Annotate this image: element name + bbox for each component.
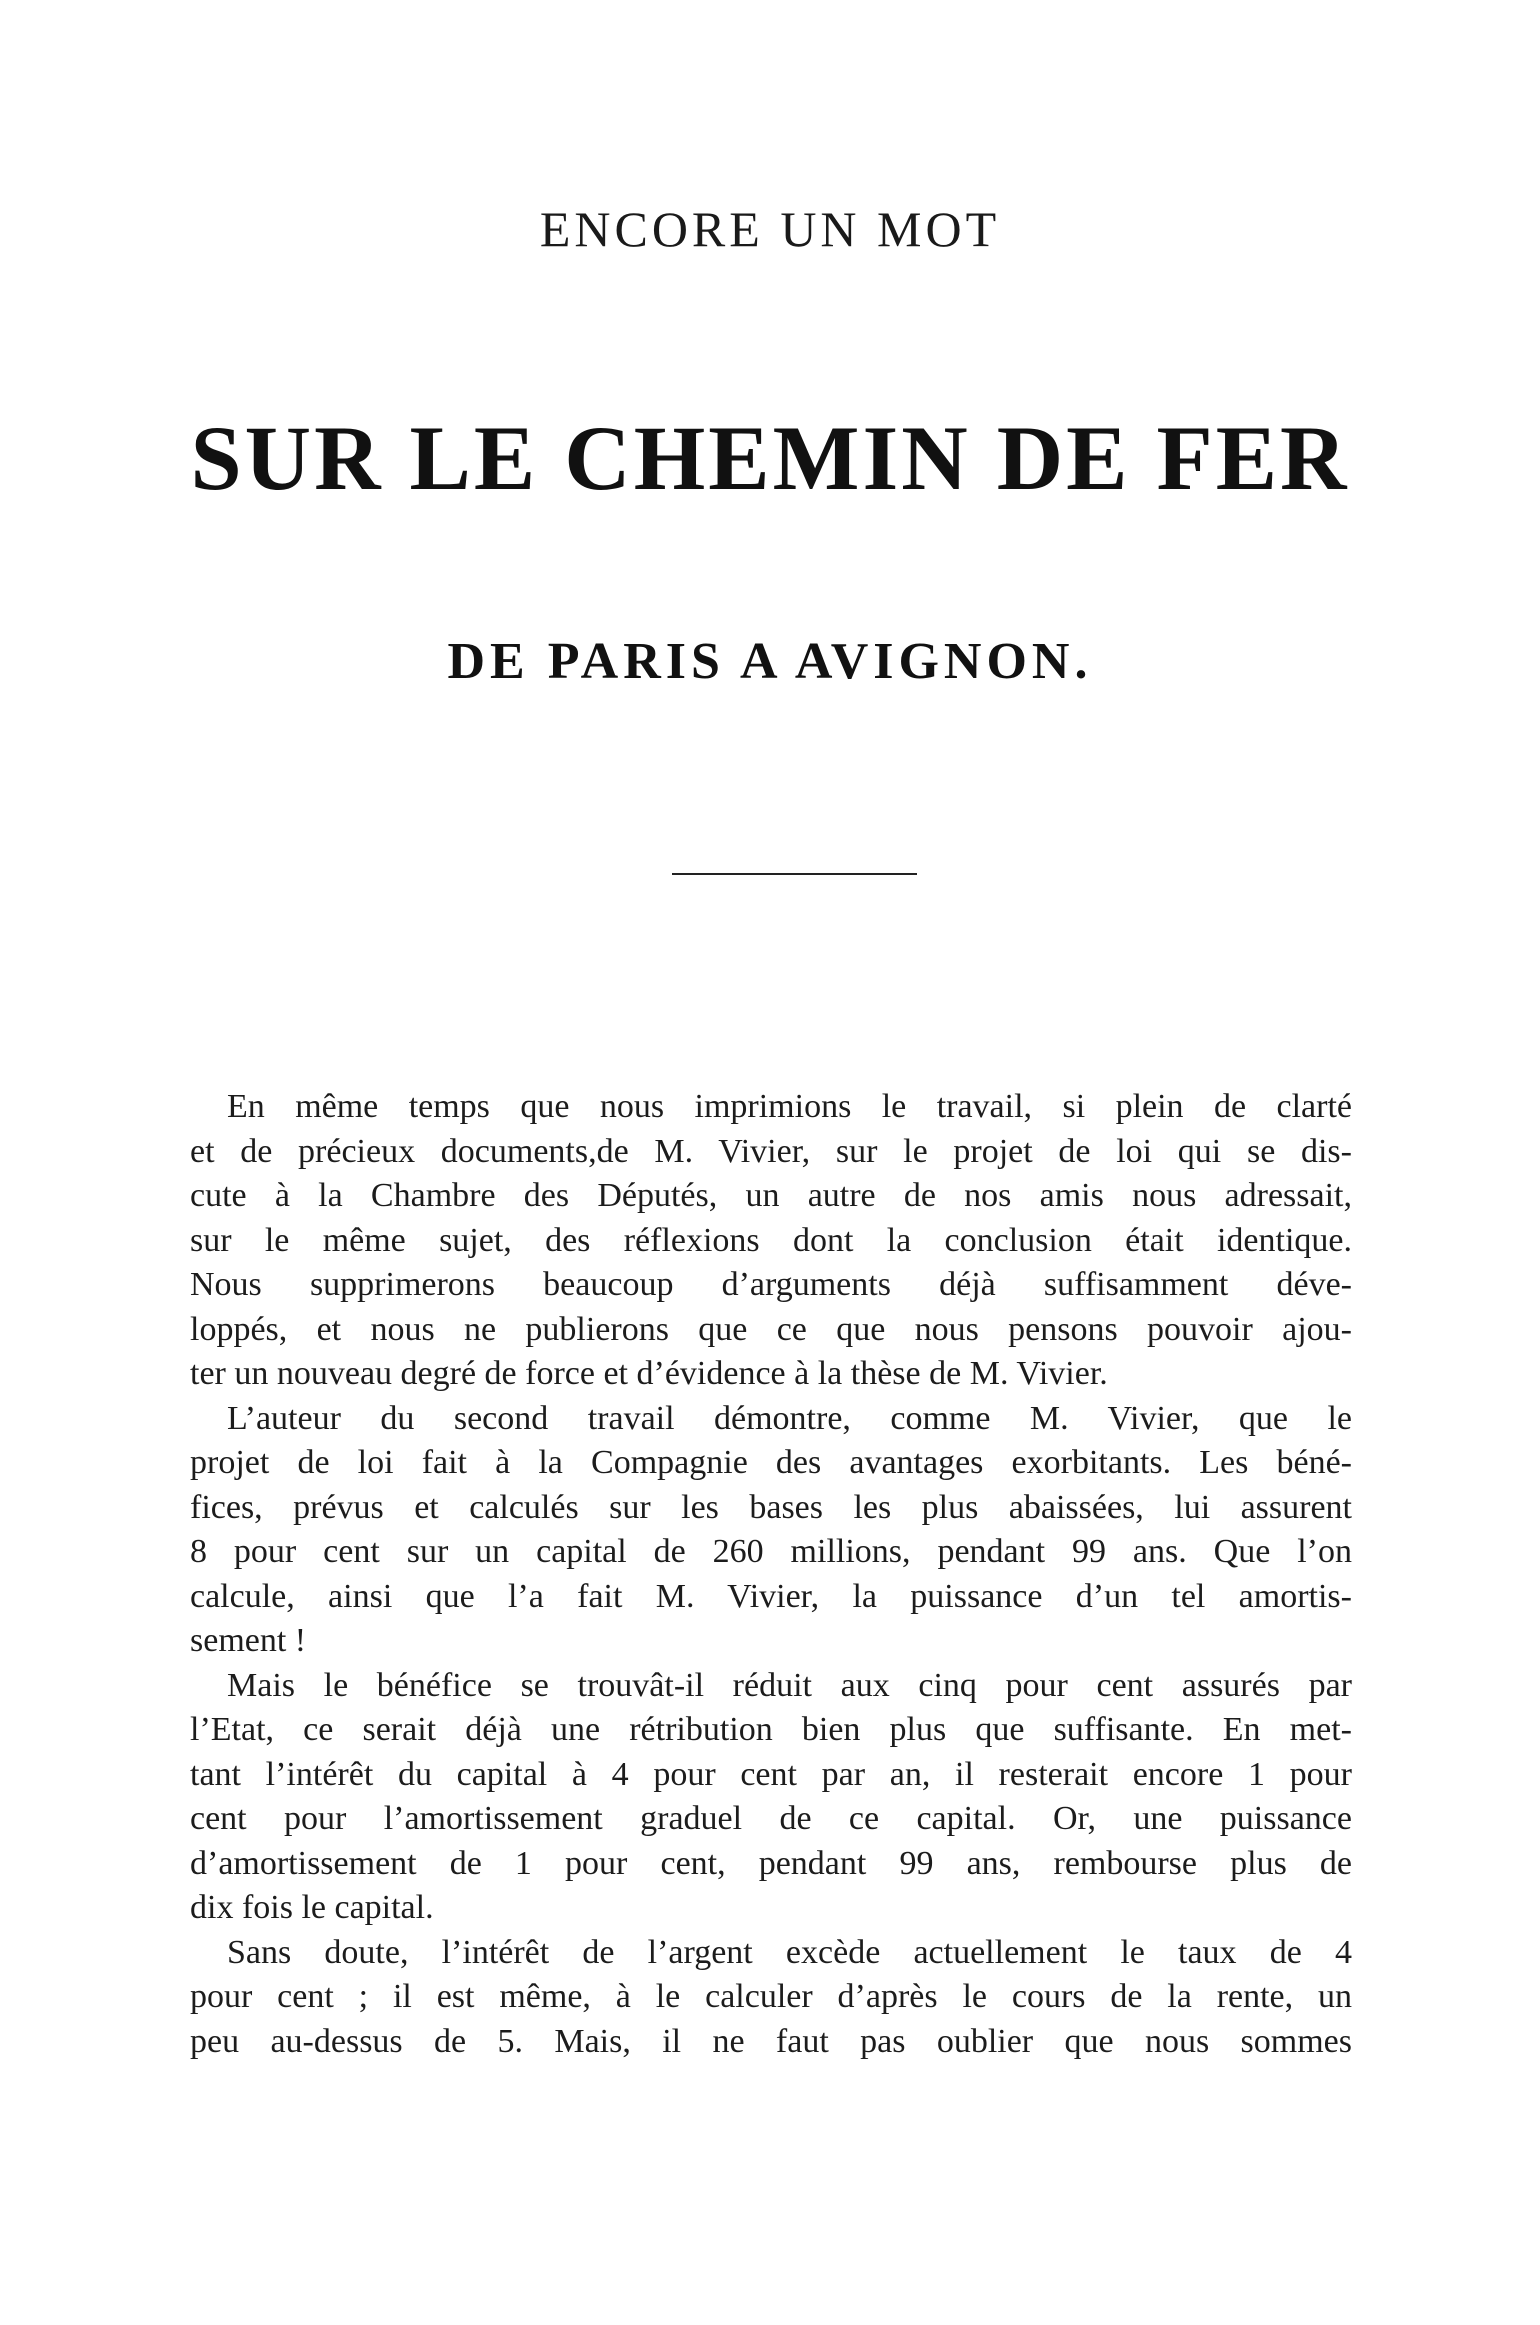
main-title: SUR LE CHEMIN DE FER xyxy=(190,407,1350,509)
text-line: En même temps que nous imprimions le travail, si plein de clarté xyxy=(227,1088,1352,1125)
text-line: Sans doute, l’intérêt de l’argent excède actuellement le taux de 4 xyxy=(227,1933,1352,1971)
text-line: Mais le bénéfice se trouvât-il réduit aux cinq pour cent assurés par xyxy=(227,1666,1352,1704)
text-line: fices, prévus et calculés sur les bases les plus abaissées, lui assurent xyxy=(190,1488,1352,1526)
text-line: et de précieux documents,de M. Vivier, sur le projet de loi qui se dis- xyxy=(190,1132,1352,1170)
text-line: dix fois le capital. xyxy=(190,1889,434,1926)
text-line: l’Etat, ce serait déjà une rétribution bien plus que suffisante. En met- xyxy=(190,1711,1352,1748)
text-line: ter un nouveau degré de force et d’évidence à la thèse de M. Vivier. xyxy=(190,1355,1108,1392)
text-line: 8 pour cent sur un capital de 260 millions, pendant 99 ans. Que l’on xyxy=(190,1533,1352,1570)
text-line: projet de loi fait à la Compagnie des avantages exorbitants. Les béné- xyxy=(190,1444,1352,1481)
text-line: calcule, ainsi que l’a fait M. Vivier, la puissance d’un tel amortis- xyxy=(190,1577,1352,1615)
text-line: cent pour l’amortissement graduel de ce capital. Or, une puissance xyxy=(190,1800,1352,1837)
text-line: cute à la Chambre des Députés, un autre de nos amis nous adressait, xyxy=(190,1177,1352,1214)
title-rule xyxy=(672,873,917,875)
subtitle: DE PARIS A AVIGNON. xyxy=(447,633,1093,690)
text-line: peu au-dessus de 5. Mais, il ne faut pas oublier que nous sommes xyxy=(190,2022,1352,2060)
text-line: L’auteur du second travail démontre, comme M. Vivier, que le xyxy=(227,1399,1352,1437)
text-line: tant l’intérêt du capital à 4 pour cent par an, il resterait encore 1 pour xyxy=(190,1755,1352,1793)
text-line: Nous supprimerons beaucoup d’arguments déjà suffisamment déve- xyxy=(190,1266,1352,1303)
title-line-1: ENCORE UN MOT xyxy=(539,201,1001,257)
text-line: pour cent ; il est même, à le calculer d’après le cours de la rente, un xyxy=(190,1978,1352,2015)
body-text xyxy=(190,1085,1352,2064)
text-line: d’amortissement de 1 pour cent, pendant 99 ans, rembourse plus de xyxy=(190,1844,1352,1882)
text-line: loppés, et nous ne publierons que ce que nous pensons pouvoir ajou- xyxy=(190,1310,1352,1348)
text-line: sur le même sujet, des réflexions dont la conclusion était identique. xyxy=(190,1221,1352,1259)
text-line: sement ! xyxy=(190,1622,307,1659)
